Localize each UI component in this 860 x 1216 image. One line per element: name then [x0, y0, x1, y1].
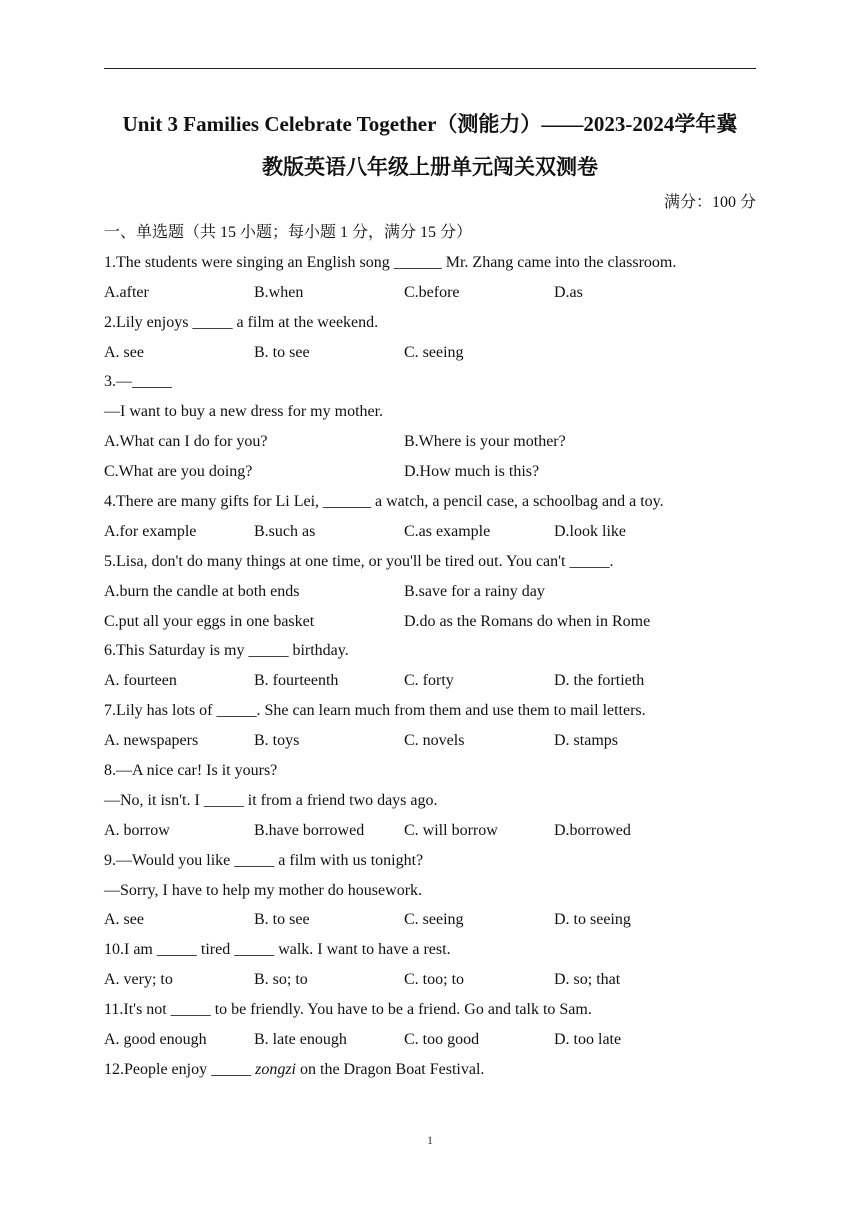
- option-d: D. the fortieth: [554, 672, 645, 690]
- option-c: C. seeing: [404, 911, 464, 929]
- option-b: B.such as: [254, 522, 316, 540]
- question-stem: 11.It's not _____ to be friendly. You have to be a friend. Go and talk to Sam.: [104, 1001, 592, 1019]
- header-rule: [104, 68, 756, 69]
- option-a: A.after: [104, 283, 149, 301]
- question-stem-continued: —No, it isn't. I _____ it from a friend two days ago.: [104, 791, 438, 809]
- option-b: B.Where is your mother?: [404, 433, 566, 451]
- option-c: C. too good: [404, 1031, 480, 1049]
- question-list: [104, 218, 764, 1085]
- title-line-1: Unit 3 Families Celebrate Together（测能力）——2023-2024学年冀: [122, 112, 738, 136]
- option-a: A.for example: [104, 522, 197, 540]
- option-b: B. toys: [254, 732, 300, 750]
- question-options: [104, 338, 764, 368]
- page-title: [96, 103, 764, 189]
- question-options: [104, 457, 764, 487]
- option-c: C.before: [404, 283, 460, 301]
- option-a: A. see: [104, 343, 144, 361]
- option-c: C. will borrow: [404, 821, 498, 839]
- option-a: A. good enough: [104, 1031, 207, 1049]
- option-d: D. stamps: [554, 732, 618, 750]
- question-stem: 5.Lisa, don't do many things at one time, or you'll be tired out. You can't _____.: [104, 552, 614, 570]
- question-options: [104, 577, 764, 607]
- question-stem-continued: —I want to buy a new dress for my mother.: [104, 403, 384, 421]
- option-b: B. to see: [254, 911, 310, 929]
- option-a: A.burn the candle at both ends: [104, 582, 300, 600]
- option-c: C. forty: [404, 672, 454, 690]
- option-a: A. very; to: [104, 971, 173, 989]
- question-stem: 8.—A nice car! Is it yours?: [104, 762, 278, 780]
- option-a: A. fourteen: [104, 672, 177, 690]
- full-score: 满分：100 分: [663, 194, 756, 211]
- option-b: B. fourteenth: [254, 672, 339, 690]
- option-d: D. too late: [554, 1031, 622, 1049]
- option-d: D.do as the Romans do when in Rome: [404, 612, 651, 630]
- question-options: [104, 726, 764, 756]
- question-options: [104, 905, 764, 935]
- title-line-2: 教版英语八年级上册单元闯关双测卷: [262, 155, 598, 179]
- option-a: A. borrow: [104, 821, 170, 839]
- option-d: D.borrowed: [554, 821, 631, 839]
- question-stem: 2.Lily enjoys _____ a film at the weekend.: [104, 313, 379, 331]
- question-stem: 1.The students were singing an English song ______ Mr. Zhang came into the classroom.: [104, 253, 677, 271]
- option-a: A. newspapers: [104, 732, 199, 750]
- question-stem: 6.This Saturday is my _____ birthday.: [104, 642, 349, 660]
- question-stem: 10.I am _____ tired _____ walk. I want to have a rest.: [104, 941, 451, 959]
- option-d: D. to seeing: [554, 911, 631, 929]
- option-b: B. late enough: [254, 1031, 347, 1049]
- option-c: C.as example: [404, 522, 491, 540]
- option-d: D. so; that: [554, 971, 621, 989]
- question-options: [104, 965, 764, 995]
- option-a: A.What can I do for you?: [104, 433, 268, 451]
- question-stem: 7.Lily has lots of _____. She can learn much from them and use them to mail letters.: [104, 702, 646, 720]
- option-c: C. too; to: [404, 971, 465, 989]
- option-b: B.when: [254, 283, 304, 301]
- option-d: D.as: [554, 283, 583, 301]
- question-stem: 3.—_____: [104, 373, 172, 391]
- stem-text: on the Dragon Boat Festival.: [296, 1060, 485, 1078]
- question-options: [104, 427, 764, 457]
- question-stem: 9.—Would you like _____ a film with us tonight?: [104, 851, 424, 869]
- option-b: B.have borrowed: [254, 821, 365, 839]
- option-d: D.How much is this?: [404, 463, 540, 481]
- option-b: B. so; to: [254, 971, 308, 989]
- question-options: [104, 666, 764, 696]
- option-c: C.put all your eggs in one basket: [104, 612, 315, 630]
- option-c: C. novels: [404, 732, 465, 750]
- question-stem: 4.There are many gifts for Li Lei, ______ a watch, a pencil case, a schoolbag and a toy.: [104, 493, 664, 511]
- option-c: C. seeing: [404, 343, 464, 361]
- question-options: [104, 816, 764, 846]
- stem-text: 12.People enjoy _____: [104, 1060, 256, 1078]
- question-options: [104, 607, 764, 637]
- option-c: C.What are you doing?: [104, 463, 253, 481]
- question-stem-continued: —Sorry, I have to help my mother do housework.: [104, 881, 423, 899]
- option-b: B.save for a rainy day: [404, 582, 545, 600]
- page-number: 1: [427, 1133, 433, 1147]
- question-options: [104, 278, 764, 308]
- question-options: [104, 1025, 764, 1055]
- question-options: [104, 517, 764, 547]
- question-stem: [104, 1055, 764, 1085]
- option-d: D.look like: [554, 522, 626, 540]
- stem-italic-term: zongzi: [255, 1060, 296, 1078]
- option-a: A. see: [104, 911, 144, 929]
- option-b: B. to see: [254, 343, 310, 361]
- section-heading: 一、单选题（共 15 小题；每小题 1 分，满分 15 分）: [104, 224, 473, 241]
